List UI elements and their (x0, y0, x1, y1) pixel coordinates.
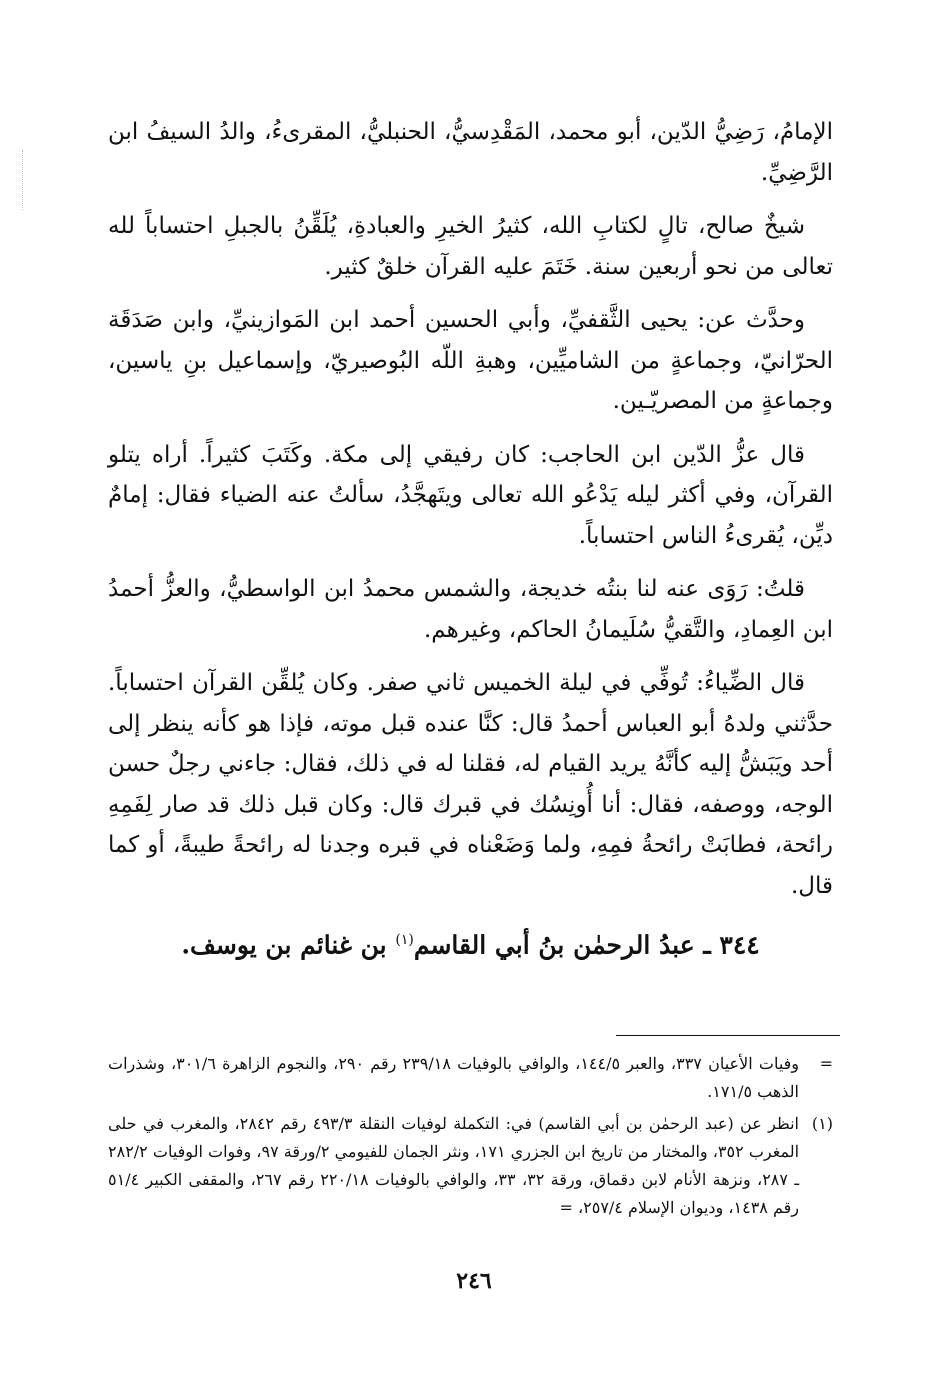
footnote-mark: (١) (811, 1114, 833, 1133)
gutter-mark (22, 150, 24, 210)
footnote-text: وفيات الأعيان ٣٣٧، والعبر ١٤٤/٥، والوافي بالوفيات ٢٣٩/١٨ رقم ٢٩٠، والنجوم الزاهرة ٣٠١/٦، وشذرات الذهب ١٧١/٥. (108, 1054, 800, 1101)
paragraph-3: وحدَّث عن: يحيى الثَّقفيِّ، وأبي الحسين أحمد ابن المَوازينيِّ، وابن صَدَقَة الحرّانيّ، وجماعةٍ من الشاميِّين، وهبةِ اللّه البُوصيريّ، وإسماعيل بنِ ياسين، وجماعةٍ من المصريّـين. (108, 307, 833, 414)
entry-heading-tail: بن غنائم بن يوسف. (181, 930, 396, 960)
paragraph-1: الإمامُ، رَضِيُّ الدّين، أبو محمد، المَقْدِسيُّ، الحنبليُّ، المقرىءُ، والدُ السيفُ ابن الرَّضِيِّ. (108, 119, 833, 186)
footnote-text: انظر عن (عبد الرحمٰن بن أبي القاسم) في: التكملة لوفيات النقلة ٤٩٣/٣ رقم ٢٨٤٢، والمغرب في حلى المغرب ٣٥٢، والمختار من تاريخ ابن الجزري ١٧١، ونثر الجمان للفيومي ٢/ورقة ٩٧، وفوات الوفيات ٢٨٢/٢ ـ ٢٨٧، ونزهة الأنام لابن دقماق، ورقة ٣٢، ٣٣، والوافي بالوفيات ٢٢٠/١٨ رقم ٢٦٧، والمقفى الكبير ٥١/٤ رقم ١٤٣٨، وديوان الإسلام ٢٥٧/٤، = (108, 1114, 800, 1217)
footnotes (108, 1050, 833, 1226)
footnote-divider (616, 1035, 840, 1036)
paragraph-6: قال الضِّياءُ: تُوفِّي في ليلة الخميس ثاني صفر. وكان يُلقِّن القرآن احتساباً. حدَّثني ولدهُ أبو العباس أحمدُ قال: كنَّا عنده قبل موته، فإذا هو كأنه ينظر إلى أحد ويَبَشُّ إليه كأنَّهُ يريد القيام له، فقلنا له في ذلك، فقال: جاءني رجلٌ حسن الوجه، ووصفه، فقال: أنا أُونِسُك في قبرك قال: وكان قبل ذلك قد صار لِفَمِهِ رائحة، فطابَتْ رائحةُ فمِهِ، ولما وَضَعْناه في قبره وجدنا له رائحةً طيبةً، أو كما قال. (108, 670, 833, 899)
paragraph-5: قلتُ: رَوَى عنه لنا بنتُه خديجة، والشمس محمدُ ابن الواسطيُّ، والعزُّ أحمدُ ابن العِمادِ، والتَّقيُّ سُلَيمانُ الحاكم، وغيرهم. (108, 576, 833, 643)
entry-heading-text: ٣٤٤ ـ عبدُ الرحمٰن بنُ أبي القاسم (413, 930, 760, 960)
footnote-item (108, 1110, 833, 1222)
footnote-item (108, 1050, 833, 1106)
paragraph-2: شيخٌ صالح، تالٍ لكتابِ الله، كثيرُ الخيرِ والعبادةِ، يُلَقِّنُ بالجبلِ احتساباً لله تعالى من نحو أربعين سنة. خَتَمَ عليه القرآن خلقٌ كثير. (108, 213, 833, 280)
footnote-reference[interactable]: (١) (395, 932, 414, 948)
main-text (108, 112, 833, 966)
paragraph-4: قال عزُّ الدّين ابن الحاجب: كان رفيقي إلى مكة. وكَتَبَ كثيراً. أراه يتلو القرآن، وفي أكثر ليله يَدْعُو الله تعالى ويتَهجَّدُ، سألتُ عنه الضياء فقال: إمامٌ ديِّن، يُقرىءُ الناس احتساباً. (108, 441, 833, 549)
entry-heading (108, 919, 833, 966)
footnote-mark: = (819, 1054, 833, 1073)
page-number: ٢٤٦ (456, 1268, 492, 1294)
